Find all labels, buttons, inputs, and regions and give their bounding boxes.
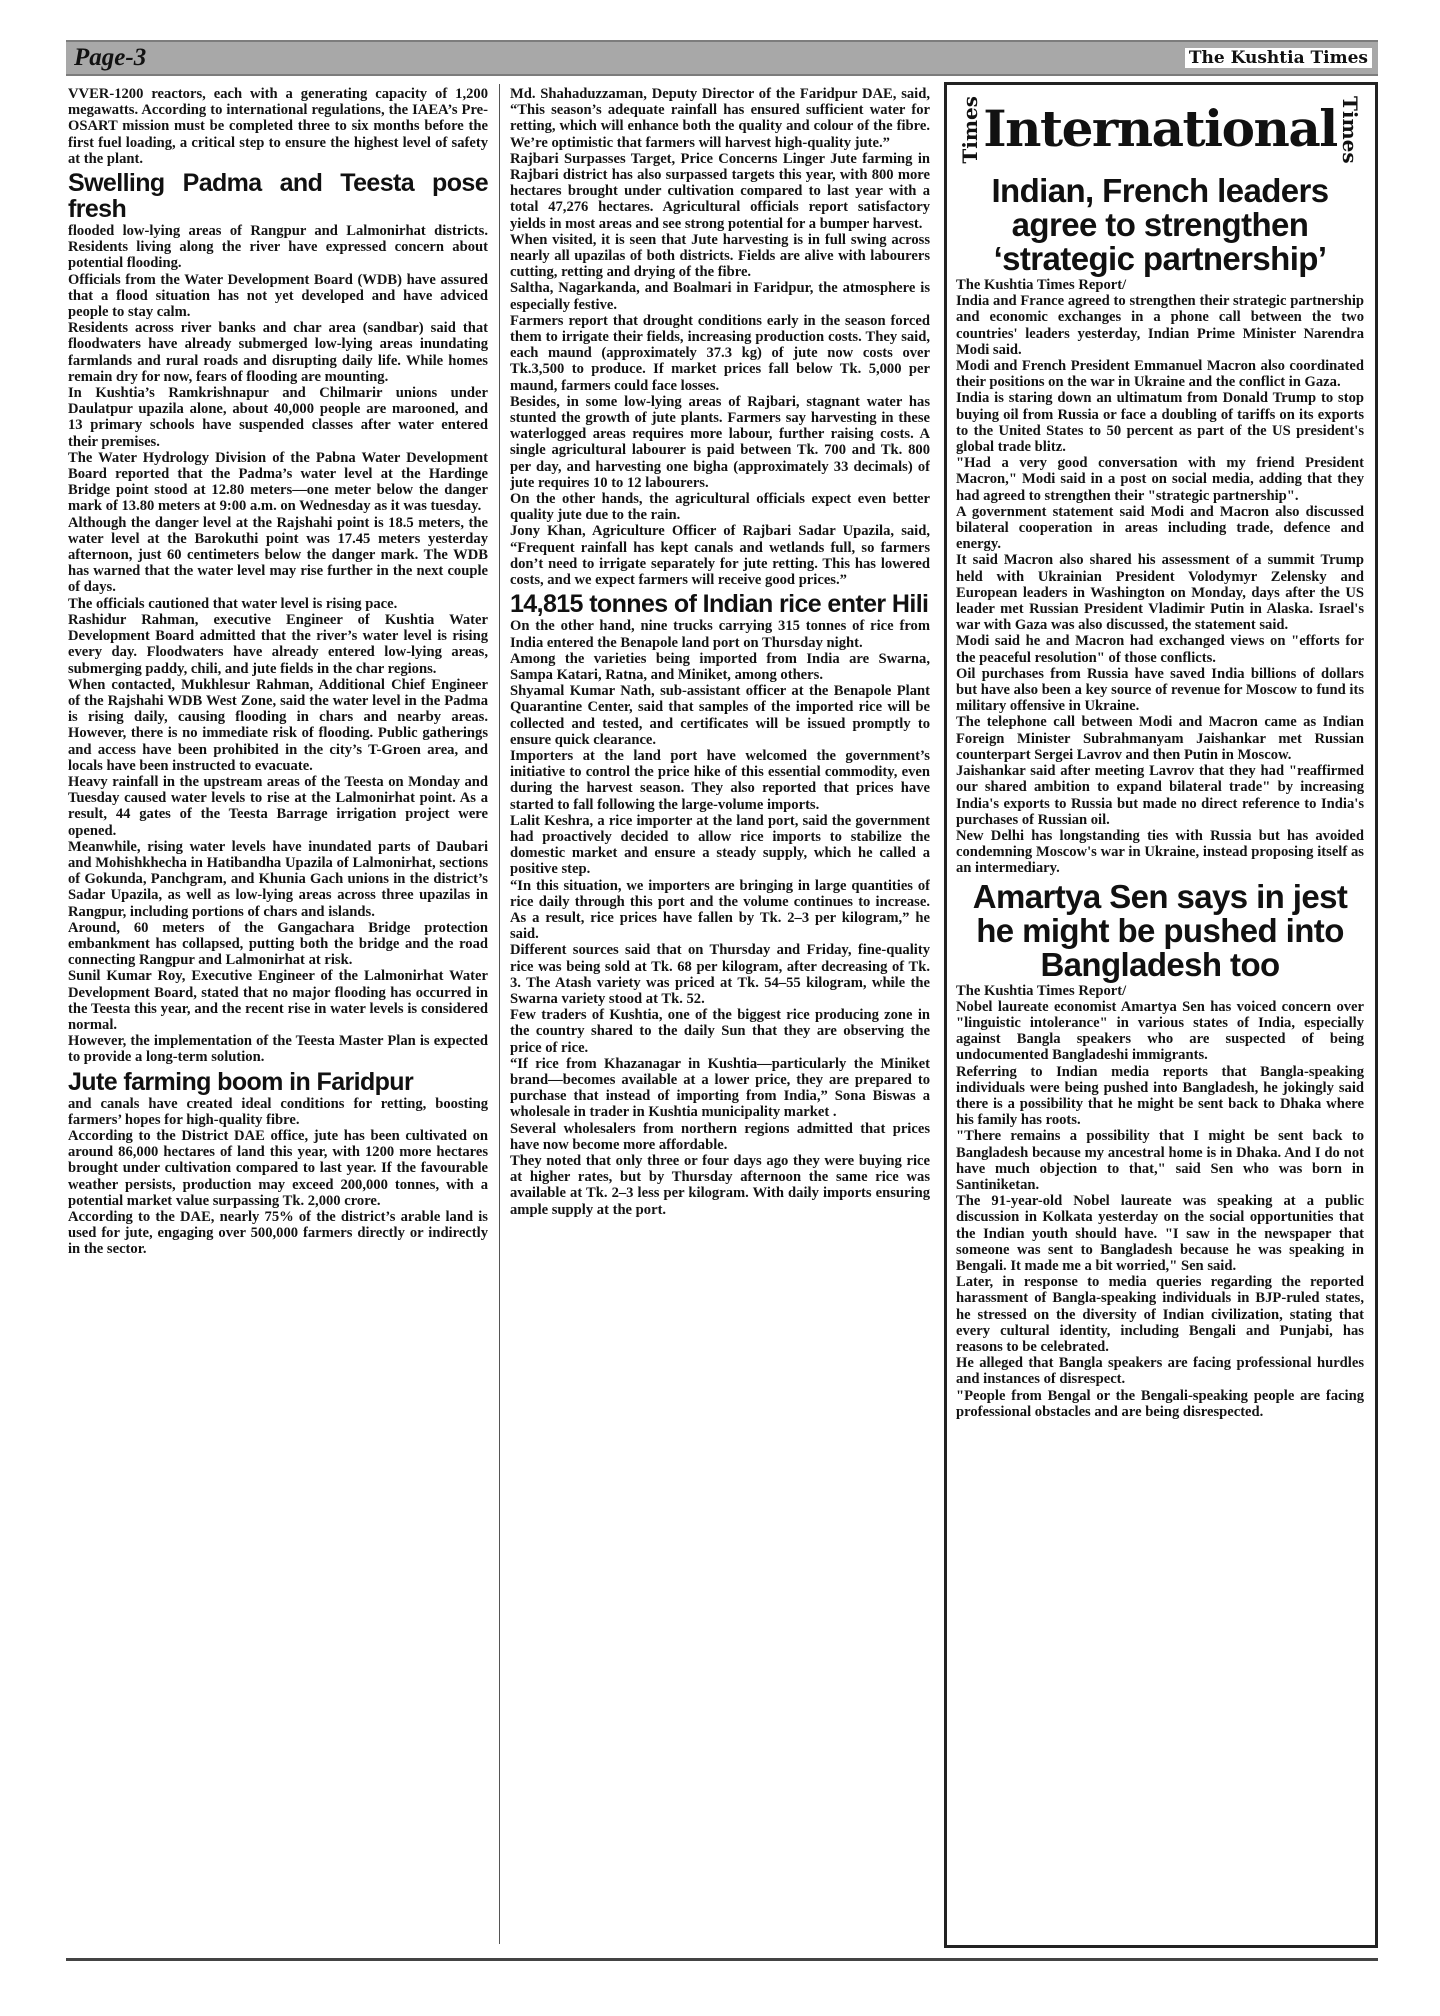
article-paragraph: Officials from the Water Development Board (WDB) have assured that a flood situation has not yet developed and have adviced people to stay calm.: [68, 271, 488, 321]
article-paragraph: On the other hands, the agricultural officials expect even better quality jute due to the rain.: [510, 491, 930, 524]
article-paragraph: "There remains a possibility that I might be sent back to Bangladesh because my ancestral home is in Dhaka. And I do not have much objection to that," said Sen who was born in Santiniketan.: [956, 1128, 1364, 1193]
article-paragraph: India and France agreed to strengthen their strategic partnership and economic exchanges in a phone call between the two countries' leaders yesterday, Indian Prime Minister Narendra Modi said.: [956, 293, 1364, 358]
article-paragraph: Referring to Indian media reports that Bangla-speaking individuals were being pushed into Bangladesh, he jokingly said there is a possibility that he might be sent back to Dhaka where his family has roots.: [956, 1063, 1364, 1129]
article-paragraph: Meanwhile, rising water levels have inundated parts of Daubari and Mohishkhecha in Hatibandha Upazila of Lalmonirhat, sections of Gokunda, Panchgram, and Khunia Gach unions in the district’s Sadar Upazila, as well as low-lying areas across three upazilas in Rangpur, including portions of chars and islands.: [68, 838, 488, 920]
page-number: Page-3: [74, 44, 147, 71]
article-paragraph: Residents across river banks and char area (sandbar) said that floodwaters have already submerged low-lying areas inundating farmlands and rural roads and disrupting daily life. While homes remain dry for now, fears of flooding are mounting.: [68, 320, 488, 385]
article-paragraph: Saltha, Nagarkanda, and Boalmari in Faridpur, the atmosphere is especially festive.: [510, 280, 930, 313]
article-paragraph: Md. Shahaduzzaman, Deputy Director of the Faridpur DAE, said, “This season’s adequate rainfall has ensured sufficient water for retting, which will enhance both the quality and colour of the fibre. We’re optimistic that farmers will harvest high-quality jute.”: [510, 86, 930, 151]
banner-side-label-right: Times: [1338, 96, 1362, 164]
article-paragraph: He alleged that Bangla speakers are facing professional hurdles and instances of disrespect.: [956, 1355, 1364, 1388]
article-paragraph: Jaishankar said after meeting Lavrov that they had "reaffirmed our shared ambition to expand bilateral trade" by increasing India's exports to Russia but made no direct reference to India's purchases of Russian oil.: [956, 763, 1364, 828]
article-paragraph: According to the District DAE office, jute has been cultivated on around 86,000 hectares of land this year, with 1200 more hectares brought under cultivation compared to last year. If the favourable weather persists, production may exceed 200,000 tonnes, with a potential market value surpassing Tk. 2,000 crore.: [68, 1127, 488, 1209]
article-paragraph: Rashidur Rahman, executive Engineer of Kushtia Water Development Board admitted that the river’s water level is rising every day. Floodwaters have already entered low-lying areas, submerging paddy, chili, and jute fields in the char regions.: [68, 611, 488, 677]
article-paragraph: However, the implementation of the Teesta Master Plan is expected to provide a long-term solution.: [68, 1033, 488, 1066]
article-paragraph: Jony Khan, Agriculture Officer of Rajbari Sadar Upazila, said, “Frequent rainfall has kept canals and wetlands full, so farmers don’t need to irrigate separately for jute retting. This has lowered costs, and we expect farmers will receive good prices.”: [510, 523, 930, 589]
bottom-rule: [66, 1958, 1378, 1961]
article-paragraph: Around, 60 meters of the Gangachara Bridge protection embankment has collapsed, putting both the bridge and the road connecting Rangpur and Lalmonirhat at risk.: [68, 919, 488, 969]
article-paragraph: The telephone call between Modi and Macron came as Indian Foreign Minister Subrahmanyam Jaishankar met Russian counterpart Sergei Lavrov and then Putin in Moscow.: [956, 714, 1364, 763]
article-paragraph: “If rice from Khazanagar in Kushtia—particularly the Miniket brand—becomes available at a lower price, they are prepared to purchase that instead of importing from India,” Sona Biswas a wholesale in trader in Kushtia municipality market .: [510, 1055, 930, 1121]
page-header-bar: [66, 40, 1378, 76]
article-paragraph: Later, in response to media queries regarding the reported harassment of Bangla-speaking individuals in BJP-ruled states, he stressed on the diversity of Indian civilization, stating that every cultural identity, including Bengali and Punjabi, has reasons to be celebrated.: [956, 1274, 1364, 1355]
article-paragraph: Importers at the land port have welcomed the government’s initiative to control the price hike of this essential commodity, even during the harvest season. They also reported that prices have started to fall following the large-volume imports.: [510, 747, 930, 813]
international-banner: [956, 90, 1364, 168]
article-paragraph: New Delhi has longstanding ties with Russia but has avoided condemning Moscow's war in Ukraine, instead proposing itself as an intermediary.: [956, 827, 1364, 877]
article-headline: Indian, French leaders agree to strengthen ‘strategic partnership’: [991, 172, 1329, 277]
international-articles: [956, 174, 1364, 1420]
article-paragraph: When visited, it is seen that Jute harvesting is in full swing across nearly all upazilas of both districts. Fields are alive with labourers cutting, retting and drying of the fibre.: [510, 231, 930, 281]
article-paragraph: It said Macron also shared his assessment of a summit Trump held with Ukrainian President Volodymyr Zelensky and European leaders in Washington on Monday, days after the US leader met Russian President Vladimir Putin in Alaska. Israel's war with Gaza was also discussed, the statement said.: [956, 552, 1364, 634]
international-section-title: International: [983, 99, 1337, 158]
banner-side-label-left: Times: [958, 96, 982, 164]
article-headline: Amartya Sen says in jest he might be pushed into Bangladesh too: [972, 877, 1348, 983]
article-paragraph: VVER-1200 reactors, each with a generating capacity of 1,200 megawatts. According to international regulations, the IAEA’s Pre-OSART mission must be completed three to six months before the first fuel loading, a critical step to ensure the highest level of safety at the plant.: [68, 86, 488, 167]
article-paragraph: According to the DAE, nearly 75% of the district’s arable land is used for jute, engaging over 500,000 farmers directly or indirectly in the sector.: [68, 1209, 488, 1258]
article-paragraph: Different sources said that on Thursday and Friday, fine-quality rice was being sold at Tk. 68 per kilogram, after decreasing of Tk. 3. The Atash variety was priced at Tk. 54–55 kilogram, while the Swarna variety stood at Tk. 52.: [510, 942, 930, 1007]
article-paragraph: In Kushtia’s Ramkrishnapur and Chilmarir unions under Daulatpur upazila alone, about 40,000 people are marooned, and 13 primary schools have suspended classes after water entered their premises.: [68, 385, 488, 450]
article-paragraph: Few traders of Kushtia, one of the biggest rice producing zone in the country shared to the daily Sun that they are observing the price of rice.: [510, 1007, 930, 1056]
article-byline: The Kushtia Times Report/: [956, 982, 1127, 999]
article-paragraph: On the other hand, nine trucks carrying 315 tonnes of rice from India entered the Benapole land port on Thursday night.: [510, 618, 930, 651]
article-paragraph: Oil purchases from Russia have saved India billions of dollars but have also been a key source of revenue for Moscow to fund its military offensive in Ukraine.: [956, 665, 1364, 715]
column-divider: [499, 84, 500, 1944]
article-paragraph: “In this situation, we importers are bringing in large quantities of rice daily through this port and the volume continues to increase. As a result, rice prices have fallen by Tk. 2–3 per kilogram,” he said.: [510, 877, 930, 943]
article-paragraph: India is staring down an ultimatum from Donald Trump to stop buying oil from Russia or face a doubling of tariffs on its exports to the United States to 50 percent as part of the US president's global trade blitz.: [956, 390, 1364, 456]
column-3-international: [948, 86, 1372, 1944]
column-1: [68, 86, 488, 1942]
article-paragraph: Rajbari Surpasses Target, Price Concerns Linger Jute farming in Rajbari district has also surpassed targets this year, with 800 more hectares brought under cultivation compared to last year with a total 47,276 hectares. Agricultural officials report satisfactory yields in most areas and see strong potential for a bumper harvest.: [510, 150, 930, 232]
article-paragraph: Modi said he and Macron had exchanged views on "efforts for the peaceful resolution" of those conflicts.: [956, 633, 1364, 666]
article-paragraph: Lalit Keshra, a rice importer at the land port, said the government had proactively decided to allow rice imports to stabilize the domestic market and ensure a steady supply, which he called a positive step.: [510, 812, 930, 878]
article-paragraph: Farmers report that drought conditions early in the season forced them to irrigate their fields, increasing production costs. They said, each maund (approximately 37.3 kg) of jute now costs over Tk.3,500 to produce. If market prices fall below Tk. 5,000 per maund, farmers could face losses.: [510, 312, 930, 394]
article-paragraph: Nobel laureate economist Amartya Sen has voiced concern over "linguistic intolerance" in various states of India, especially against Bangla speakers who are suspected of being undocumented Bangladeshi immigrants.: [956, 998, 1364, 1064]
article-paragraph: Heavy rainfall in the upstream areas of the Teesta on Monday and Tuesday caused water levels to rise at the Lalmonirhat point. As a result, 44 gates of the Teesta Barrage irrigation project were opened.: [68, 773, 488, 839]
article-paragraph: Among the varieties being imported from India are Swarna, Sampa Katari, Ratna, and Miniket, among others.: [510, 650, 930, 683]
article-paragraph: The officials cautioned that water level is rising pace.: [68, 595, 398, 612]
article-paragraph: Several wholesalers from northern regions admitted that prices have now become more affordable.: [510, 1120, 930, 1153]
article-headline: Swelling Padma and Teesta pose fresh: [68, 169, 488, 224]
article-paragraph: Besides, in some low-lying areas of Rajbari, stagnant water has stunted the growth of jute plants. Farmers say harvesting in these waterlogged areas requires more labour, further raising costs. A single agricultural labourer is paid between Tk. 700 and Tk. 800 per day, and harvesting one bigha (approximately 33 decimals) of jute requires 10 to 12 labourers.: [510, 393, 930, 491]
article-paragraph: flooded low-lying areas of Rangpur and Lalmonirhat districts. Residents living along the river have expressed concern about potential flooding.: [68, 223, 488, 272]
article-paragraph: "People from Bengal or the Bengali-speaking people are facing professional obstacles and are being disrespected.: [956, 1387, 1364, 1420]
article-paragraph: and canals have created ideal conditions for retting, boosting farmers’ hopes for high-quality fibre.: [68, 1095, 488, 1128]
article-headline: 14,815 tonnes of Indian rice enter Hili: [510, 590, 929, 619]
article-paragraph: Although the danger level at the Rajshahi point is 18.5 meters, the water level at the Barokuthi point was 17.45 meters yesterday afternoon, just 60 centimeters below the danger mark. The WDB has warned that the water level may rise further in the next couple of days.: [68, 514, 488, 596]
article-paragraph: The Water Hydrology Division of the Pabna Water Development Board reported that the Padma’s water level at the Hardinge Bridge point stood at 12.80 meters—one meter below the danger mark of 13.80 meters at 9:00 a.m. on Wednesday as it was tuesday.: [68, 449, 488, 515]
article-headline: Jute farming boom in Faridpur: [68, 1067, 414, 1096]
article-paragraph: A government statement said Modi and Macron also discussed bilateral cooperation in areas including trade, defence and energy.: [956, 503, 1364, 553]
article-byline: The Kushtia Times Report/: [956, 277, 1127, 293]
column-2: [510, 86, 930, 1942]
article-paragraph: Shyamal Kumar Nath, sub-assistant officer at the Benapole Plant Quarantine Center, said that samples of the imported rice will be collected and tested, and certificates will be issued promptly to ensure quick clearance.: [510, 683, 930, 748]
article-paragraph: The 91-year-old Nobel laureate was speaking at a public discussion in Kolkata yesterday on the social opportunities that the Indian youth should have. "I saw in the newspaper that someone was sent to Bangladesh because he was speaking in Bengali. It made me a bit worried," Sen said.: [956, 1193, 1364, 1274]
article-paragraph: "Had a very good conversation with my friend President Macron," Modi said in a post on social media, adding that they had agreed to strengthen their "strategic partnership".: [956, 455, 1364, 504]
article-paragraph: They noted that only three or four days ago they were buying rice at higher rates, but by Thursday afternoon the same rice was available at Tk. 2–3 less per kilogram. With daily imports ensuring ample supply at the port.: [510, 1153, 930, 1218]
article-paragraph: Modi and French President Emmanuel Macron also coordinated their positions on the war in Ukraine and the conflict in Gaza.: [956, 358, 1364, 391]
article-paragraph: When contacted, Mukhlesur Rahman, Additional Chief Engineer of the Rajshahi WDB West Zone, said the water level in the Padma is rising daily, causing flooding in chars and nearby areas. However, there is no immediate risk of flooding. Public gatherings and access have been prohibited in the city’s T-Groen area, and locals have been instructed to evacuate.: [68, 676, 488, 774]
newspaper-masthead: The Kushtia Times: [1185, 48, 1372, 68]
article-paragraph: Sunil Kumar Roy, Executive Engineer of the Lalmonirhat Water Development Board, stated that no major flooding has occurred in the Teesta this year, and the recent rise in water levels is considered normal.: [68, 968, 488, 1033]
